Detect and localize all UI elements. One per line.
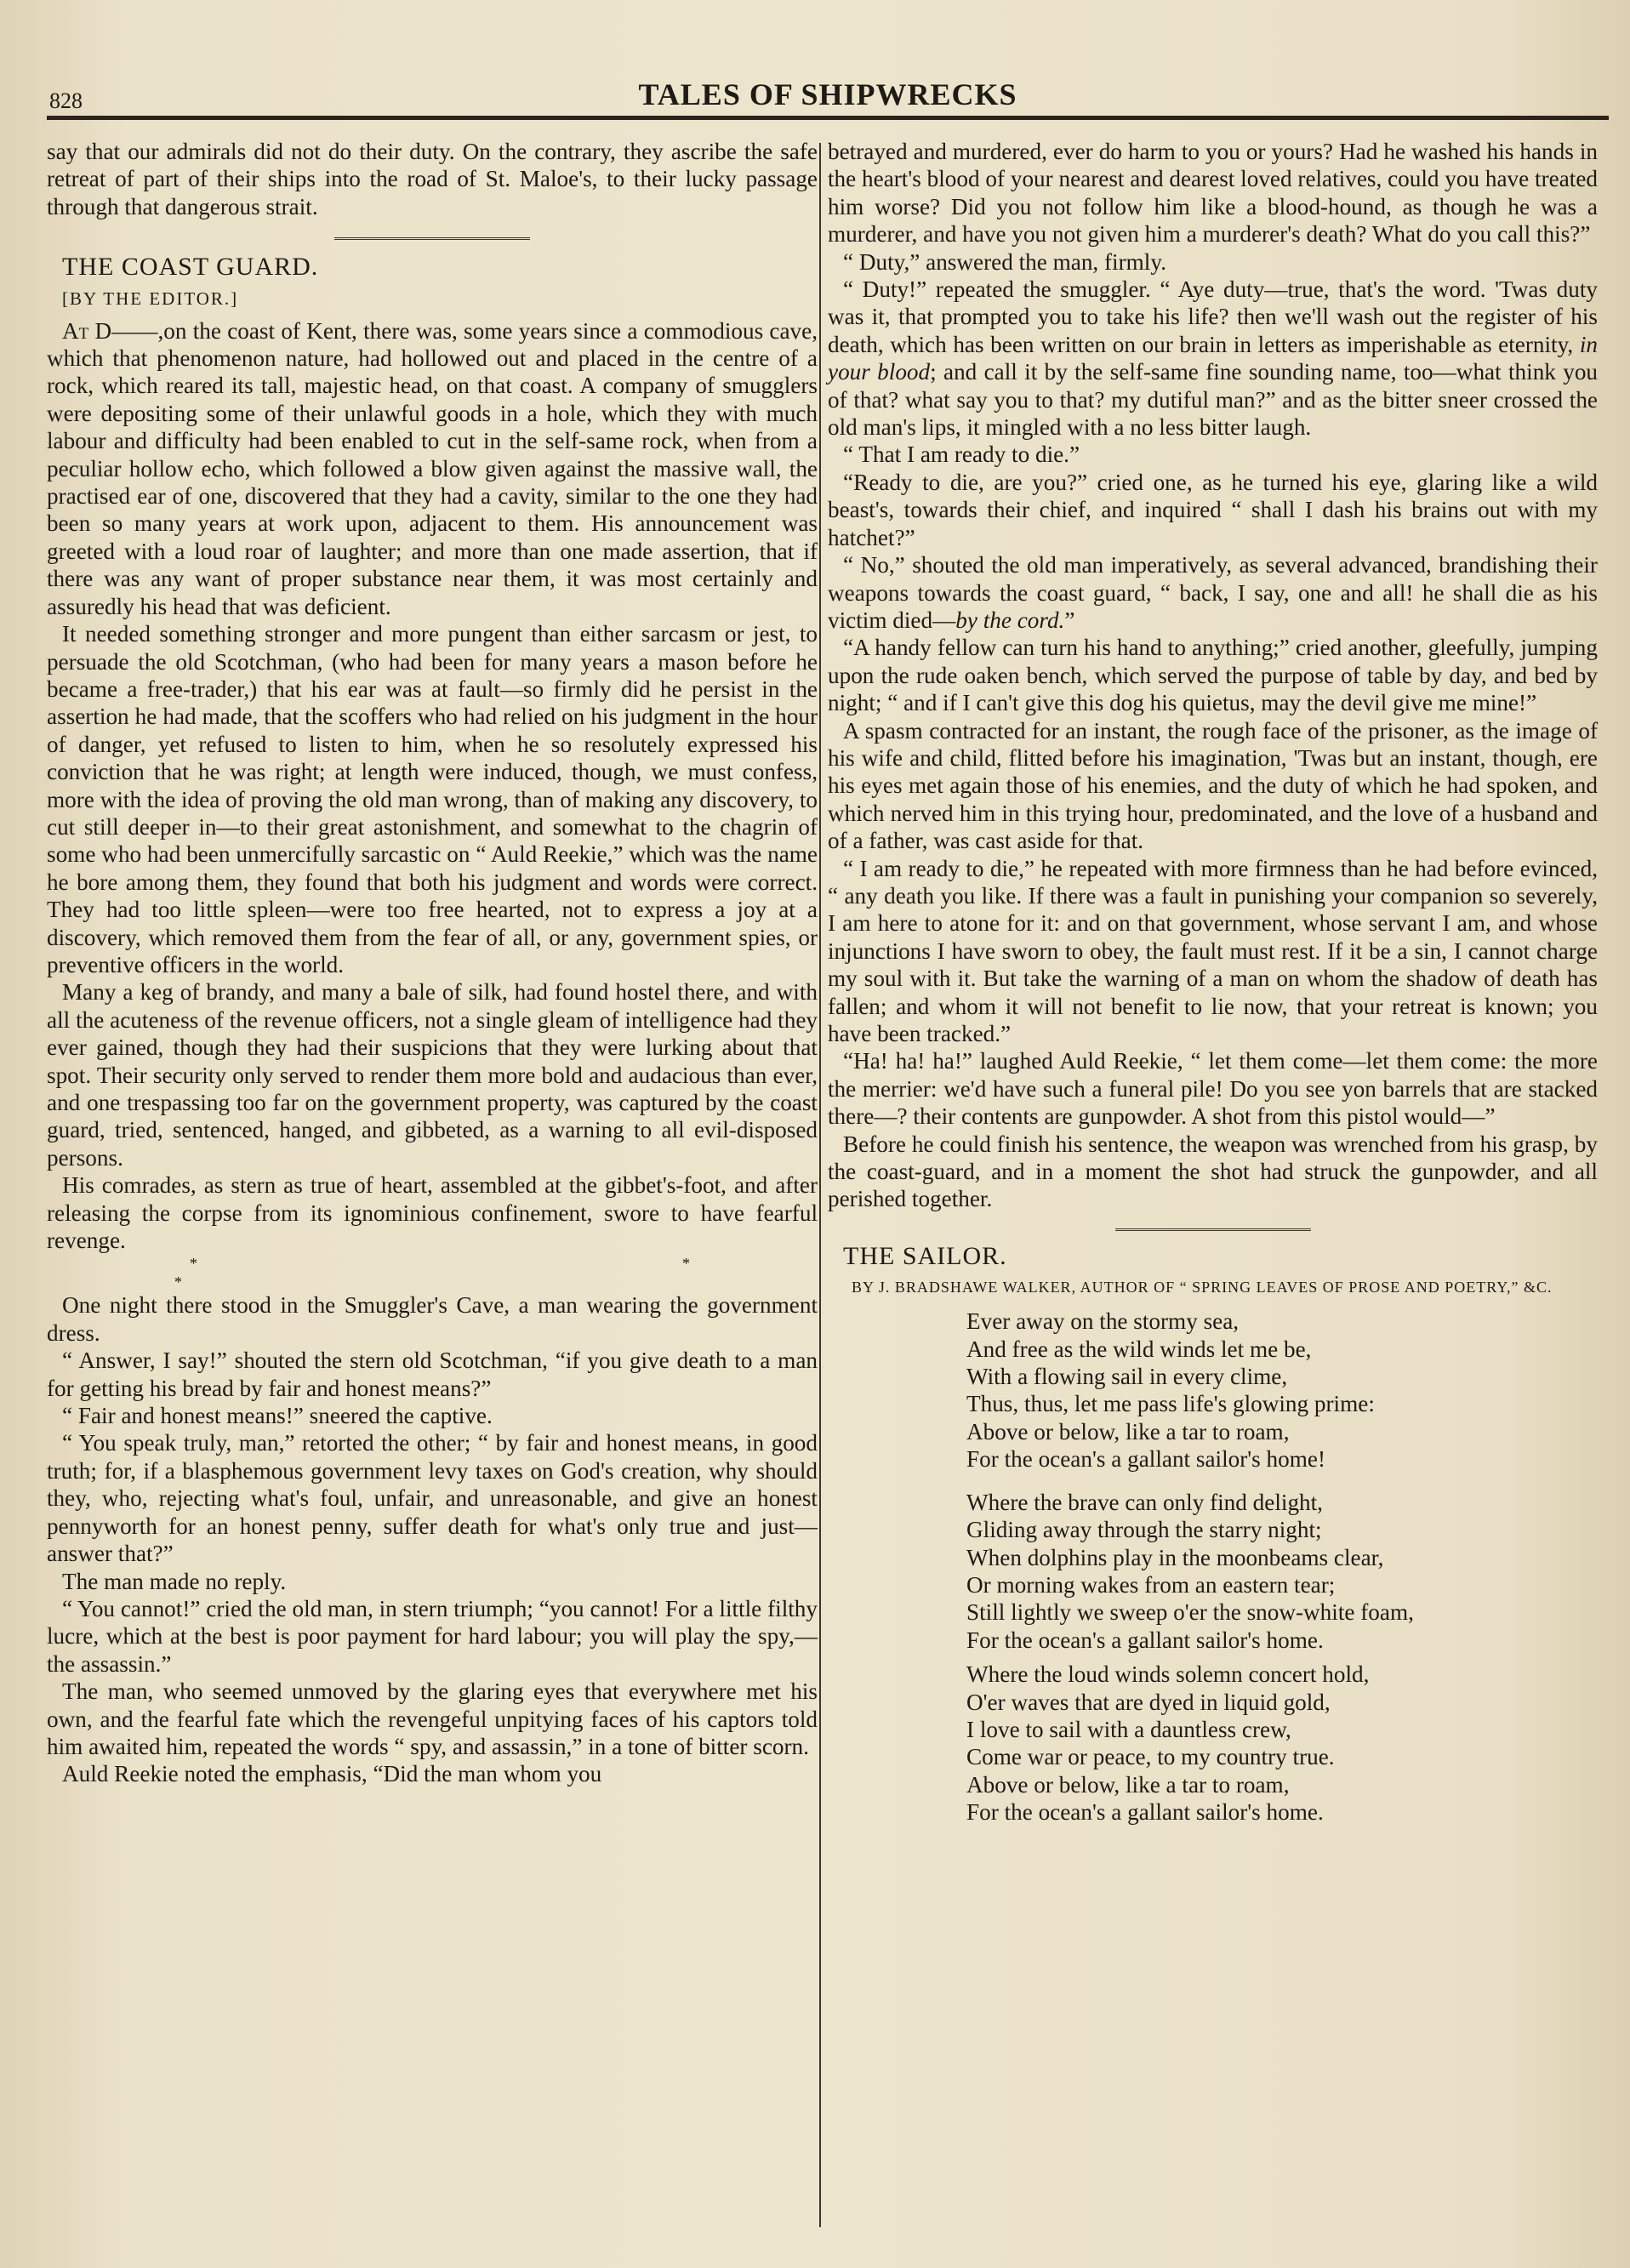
- poem-line: Ever away on the stormy sea,: [966, 1308, 1240, 1335]
- paragraph-3: Many a keg of brandy, and many a bale of silk, had found hostel there, and with all the acuteness of the revenue officers, not a single gleam of intelligence had they ever gained, though they had their suspicions that they were lurking about that spot. Their security only served to render them more bold and audacious than ever, and one trespassing too far on the government property, was captured by the coast guard, tried, sentenced, hanged, and gibbeted, as a warning to all evil-disposed persons.: [47, 979, 818, 1171]
- paragraph-15-b: ; and call it by the self-same fine sounding name, too—what think you of that? what say you to that? my dutiful man?” and as the bitter sneer crossed the old man's lips, it mingled with a no less bitter laugh.: [828, 359, 1599, 441]
- paragraph-6: “ Answer, I say!” shouted the stern old Scotchman, “if you give death to a man for getting his bread by fair and honest means?”: [47, 1348, 818, 1401]
- article-byline: [BY THE EDITOR.]: [62, 288, 239, 309]
- poem-stanza-3: [951, 1661, 1598, 1826]
- paragraph-10: “ You cannot!” cried the old man, in stern triumph; “you cannot! For a little filthy lucre, which at the best is poor payment for hard labour; you will play the spy,—the assassin.”: [47, 1595, 818, 1677]
- paragraph-intro: say that our admirals did not do their duty. On the contrary, they ascribe the safe retreat of part of their ships into the road of St. Maloe's, to their lucky passage through that dangerous strait.: [47, 139, 818, 219]
- poem-line: For the ocean's a gallant sailor's home!: [966, 1446, 1326, 1473]
- paragraph-18-b: ”: [1064, 607, 1075, 633]
- paragraph-14: “ Duty,” answered the man, firmly.: [843, 248, 1166, 275]
- poem-line: Gliding away through the starry night;: [966, 1517, 1322, 1543]
- paragraph-19: “A handy fellow can turn his hand to anything;” cried another, gleefully, jumping upon the rude oaken bench, which served the purpose of table by day, and bed by night; “ and if I can't give this dog his quietus, may the devil give me mine!”: [828, 635, 1598, 716]
- paragraph-5: One night there stood in the Smuggler's Cave, a man wearing the government dress.: [47, 1292, 818, 1346]
- column-rule: [819, 143, 821, 2227]
- poem-line: Where the loud winds solemn concert hold,: [966, 1661, 1370, 1688]
- paragraph-17: “Ready to die, are you?” cried one, as he turned his eye, glaring like a wild beast's, towards their chief, and inquired “ shall I dash his brains out with my hatchet?”: [828, 469, 1598, 550]
- paragraph-15: [828, 276, 1598, 441]
- poem-line: For the ocean's a gallant sailor's home.: [966, 1799, 1324, 1826]
- poem: [951, 1308, 1598, 1826]
- article-title-coast-guard: THE COAST GUARD.: [62, 253, 319, 282]
- page-number: 828: [49, 88, 83, 113]
- paragraph-20: A spasm contracted for an instant, the rough face of the prisoner, as the image of his wife and child, flitted before his imagination, 'Twas but an instant, though, ere his eyes met again those of his enemies, and the duty of which he had spoken, and which nerved him in this trying hour, predominated, and the love of a husband and of a father, was cast aside for that.: [828, 717, 1598, 854]
- poem-line: Above or below, like a tar to roam,: [966, 1771, 1290, 1798]
- paragraph-23: Before he could finish his sentence, the weapon was wrenched from his grasp, by the coast-guard, and in a moment the shot had struck the gunpowder, and all perished together.: [828, 1131, 1598, 1212]
- poem-line: When dolphins play in the moonbeams clear,: [966, 1544, 1384, 1570]
- right-column: [828, 138, 1598, 1826]
- poem-byline: BY J. BRADSHAWE WALKER, AUTHOR OF “ SPRING LEAVES OF PROSE AND POETRY,” &C.: [852, 1279, 1553, 1296]
- poem-line: Or morning wakes from an eastern tear;: [966, 1571, 1336, 1598]
- poem-stanza-2: [951, 1489, 1598, 1654]
- paragraph-11: The man, who seemed unmoved by the glaring eyes that everywhere met his own, and the fearful fate which the revengeful unpitying faces of his captors told him awaited him, repeated the words “ spy, and assassin,” in a tone of bitter scorn.: [47, 1678, 818, 1759]
- section-stars: * * *: [174, 1255, 818, 1291]
- paragraph-16: “ That I am ready to die.”: [843, 442, 1080, 468]
- section-separator: [334, 237, 530, 240]
- poem-line: Thus, thus, let me pass life's glowing prime:: [966, 1391, 1375, 1417]
- header-rule: [47, 116, 1609, 120]
- paragraph-15-emphasis: in your blood: [828, 331, 1598, 385]
- page-header: [47, 66, 1609, 126]
- section-separator: [1115, 1228, 1311, 1231]
- paragraph-4: His comrades, as stern as true of heart, assembled at the gibbet's-foot, and after releasing the corpse from its ignominious confinement, swore to have fearful revenge.: [47, 1172, 818, 1254]
- paragraph-15-a: “ Duty!” repeated the smuggler. “ Aye duty—true, that's the word. 'Twas duty was it, that prompted you to take his life? then we'll wash out the register of his death, which has been written on our brain in letters as imperishable as eternity,: [828, 276, 1598, 357]
- poem-line: Come war or peace, to my country true.: [966, 1744, 1335, 1770]
- poem-line: Still lightly we sweep o'er the snow-white foam,: [966, 1599, 1414, 1626]
- paragraph-18-emphasis: by the cord.: [955, 607, 1065, 633]
- paragraph-22: “Ha! ha! ha!” laughed Auld Reekie, “ let them come—let them come: the more the merrier: we'd have such a funeral pile! Do you see yon barrels that are stacked there—? their contents are gunpowder. A shot from this pistol would—”: [828, 1048, 1598, 1130]
- poem-line: With a flowing sail in every clime,: [966, 1364, 1288, 1390]
- paragraph-7: “ Fair and honest means!” sneered the captive.: [62, 1403, 493, 1429]
- left-column: [47, 138, 818, 1788]
- drop-lead: At: [62, 317, 89, 344]
- paragraph-18-a: “ No,” shouted the old man imperatively, as several advanced, brandishing their weapons towards the coast guard, “ back, I say, one and all! he shall die as his victim died—: [828, 552, 1598, 633]
- paragraph-1-text: D——,on the coast of Kent, there was, some years since a commodious cave, which that phenomenon nature, had hollowed out and placed in the centre of a rock, which reared its tall, majestic head, on that coast. A company of smugglers were depositing some of their unlawful goods in a hole, which they with much labour and difficulty had been enabled to cut in the self-same rock, when from a peculiar hollow echo, which followed a blow given against the massive wall, the practised ear of one, discovered that they had a cavity, similar to the one they had been so many years at work upon, adjacent to them. His announcement was greeted with a loud roar of laughter; and more than one made assertion, that if there was any want of proper substance near them, it was most certainly and assuredly his head that was deficient.: [47, 317, 818, 619]
- poem-stanza-1: [951, 1308, 1598, 1473]
- paragraph-13: betrayed and murdered, ever do harm to you or yours? Had he washed his hands in the heart's blood of your nearest and dearest loved relatives, could you have treated him worse? Did you not follow him like a blood-hound, as though he was a murderer, and have you not given him a murderer's death? What do you call this?”: [828, 139, 1598, 248]
- poem-title-the-sailor: THE SAILOR.: [843, 1241, 1007, 1270]
- paragraph-8: “ You speak truly, man,” retorted the other; “ by fair and honest means, in good truth; for, if a blasphemous government levy taxes on God's creation, why should they, who, rejecting what's foul, unfair, and unreasonable, and give an honest pennyworth for an honest penny, suffer death for what's only true and just—answer that?”: [47, 1430, 818, 1567]
- poem-line: Above or below, like a tar to roam,: [966, 1418, 1290, 1445]
- paragraph-12: Auld Reekie noted the emphasis, “Did the man whom you: [62, 1761, 602, 1787]
- paragraph-18: [828, 551, 1598, 634]
- paragraph-1: [47, 317, 818, 620]
- poem-line: For the ocean's a gallant sailor's home.: [966, 1627, 1324, 1653]
- poem-line: Where the brave can only find delight,: [966, 1489, 1323, 1515]
- paragraph-9: The man made no reply.: [62, 1568, 287, 1594]
- poem-line: And free as the wild winds let me be,: [966, 1336, 1312, 1362]
- running-title: TALES OF SHIPWRECKS: [638, 77, 1017, 111]
- poem-line: I love to sail with a dauntless crew,: [966, 1716, 1291, 1742]
- paragraph-21: “ I am ready to die,” he repeated with more firmness than he had before evinced, “ any death you like. If there was a fault in punishing your companion so severely, I am here to atone for it: and on that government, whose servant I am, and whose injunctions I have sworn to obey, the fault must rest. If it be a sin, I cannot charge my soul with it. But take the warning of a man on whom the shadow of death has fallen; and whom it will not benefit to lie now, that your retreat is known; you have been tracked.”: [828, 855, 1598, 1046]
- poem-line: O'er waves that are dyed in liquid gold,: [966, 1689, 1331, 1715]
- paragraph-2: It needed something stronger and more pungent than either sarcasm or jest, to persuade the old Scotchman, (who had been for many years a mason before he became a free-trader,) that his ear was at fault—so firmly did he persist in the assertion he had made, that the scoffers who had relied on his judgment in the hour of danger, yet refused to listen to him, when he so resolutely expressed his conviction that he was right; at length were induced, though, we must confess, more with the idea of proving the old man wrong, than of making any discovery, to cut still deeper in—to their great astonishment, and somewhat to the chagrin of some who had been unmercifully sarcastic on “ Auld Reekie,” which was the name he bore among them, they found that both his judgment and words were correct. They had too little spleen—were too free hearted, not to express a joy at a discovery, which removed them from the fear of all, or any, government spies, or preventive officers in the world.: [47, 621, 818, 977]
